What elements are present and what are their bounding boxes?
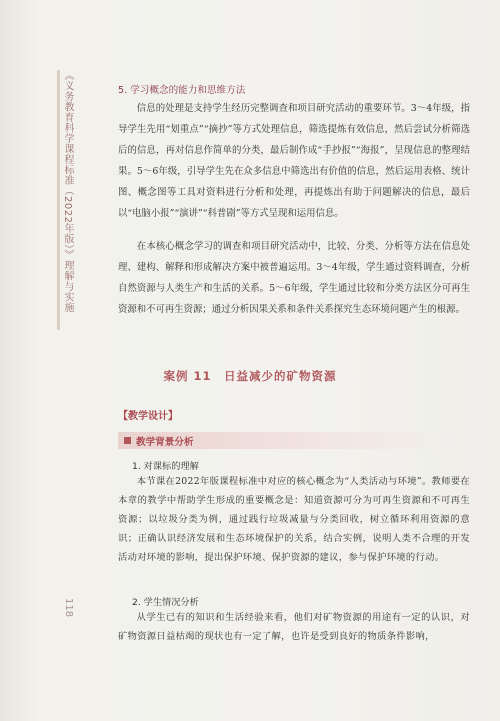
background-analysis-banner bbox=[118, 432, 458, 449]
background-analysis-label: 教学背景分析 bbox=[136, 436, 194, 448]
subsection-heading-students: 2. 学生情况分析 bbox=[132, 597, 199, 608]
subsection-text-students: 从学生已有的知识和生活经验来看，他们对矿物资源的用途有一定的认识，对矿物资源日益枯竭的现状也有一定了解，也许是受到良好的物质条件影响， bbox=[118, 612, 470, 642]
running-book-title: 《义务教育科学课程标准（2022年版）》理解与实施 bbox=[62, 70, 73, 313]
subsection-heading-standards: 1. 对课标的理解 bbox=[132, 461, 199, 472]
subsection-text-standards: 本节课在2022年版课程标准中对应的核心概念为“人类活动与环境”。教师要在本章的教学中帮助学生形成的重要概念是：知道资源可分为可再生资源和不可再生资源；以垃圾分类为例，通过践行垃圾减量与分类回收，树立循环利用资源的意识；正确认识经济发展和生态环境保护的关系，结合实例，说明人类不合理的开发活动对环境的影响，提出保护环境、保护资源的建议，参与保护环境的行动。 bbox=[118, 476, 470, 563]
page-number: 118 bbox=[63, 598, 74, 618]
paragraph-core-concept-methods: 在本核心概念学习的调查和项目研究活动中，比较、分类、分析等方法在信息处理、建构、解释和形成解决方案中被普遍运用。3～4年级，学生通过资料调查，分析自然资源与人类生产和生活的关系。5～6年级，学生通过比较和分类方法区分可再生资源和不可再生资源；通过分析因果关系和条件关系探究生态环境问题产生的根源。 bbox=[118, 241, 470, 315]
case-title: 案例 11 日益减少的矿物资源 bbox=[163, 369, 337, 383]
paragraph-information-processing: 信息的处理是支持学生经历完整调查和项目研究活动的重要环节。3～4年级，指导学生先用“划重点”“摘抄”等方式处理信息，筛选提炼有效信息，然后尝试分析筛选后的信息，再对信息作简单的分类，最后制作成“手抄报”“海报”，呈现信息的整理结果。5～6年级，引导学生先在众多信息中筛选出有价值的信息，然后运用表格、统计图、概念图等工具对资料进行分析和处理，再提炼出有助于问题解决的信息，最后以“电脑小报”“演讲”“科普剧”等方式呈现和运用信息。 bbox=[118, 103, 470, 219]
square-bullet-icon bbox=[124, 437, 131, 444]
teaching-design-heading: 【教学设计】 bbox=[118, 411, 178, 422]
section-heading: 5. 学习概念的能力和思维方法 bbox=[118, 85, 246, 96]
